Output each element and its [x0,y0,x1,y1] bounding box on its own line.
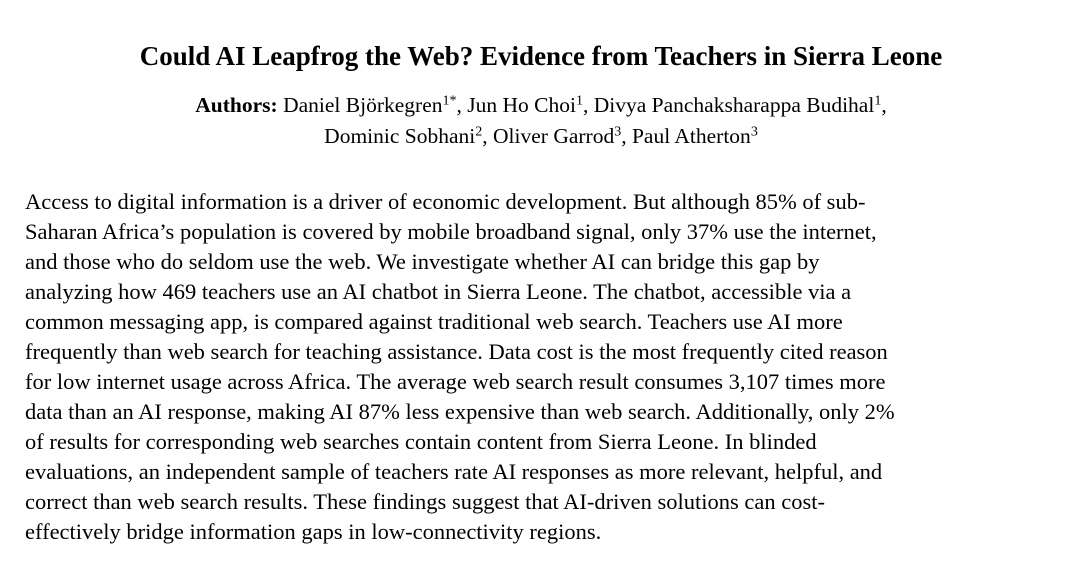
author-affiliation: 3 [750,124,758,140]
author-name: Divya Panchaksharappa Budihal [593,93,875,117]
author-name: Oliver Garrod [493,124,615,148]
author-affiliation: 3 [614,124,622,140]
author-affiliation: 2 [475,124,483,140]
author-separator: , [582,93,589,117]
abstract-line: Saharan Africa’s population is covered by mobile broadband signal, only 37% use the internet, [25,219,877,244]
abstract-line: Access to digital information is a driver of economic development. But although 85% of sub- [25,189,866,214]
abstract-line: effectively bridge information gaps in low-connectivity regions. [25,519,602,544]
author-affiliation: 1* [442,93,457,109]
author-line-1 [0,90,1082,121]
abstract-paragraph [25,187,1065,547]
authors-label: Authors: [195,93,278,117]
author-name: Daniel Björkegren [283,93,443,117]
abstract-line: for low internet usage across Africa. The average web search result consumes 3,107 times more [25,369,886,394]
abstract-line: of results for corresponding web searches contain content from Sierra Leone. In blinded [25,429,817,454]
abstract-line: analyzing how 469 teachers use an AI chatbot in Sierra Leone. The chatbot, accessible via a [25,279,852,304]
abstract-line: frequently than web search for teaching assistance. Data cost is the most frequently cited reason [25,339,888,364]
author-separator: , [881,93,887,117]
abstract-line: correct than web search results. These findings suggest that AI-driven solutions can cost- [25,489,826,514]
author-separator: , [621,124,627,148]
abstract-line: and those who do seldom use the web. We investigate whether AI can bridge this gap by [25,249,820,274]
paper-title: Could AI Leapfrog the Web? Evidence from Teachers in Sierra Leone [139,41,943,71]
author-affiliation: 1 [874,93,882,109]
author-name: Jun Ho Choi [467,93,576,117]
abstract-line: common messaging app, is compared against traditional web search. Teachers use AI more [25,309,843,334]
author-separator: , [456,93,462,117]
abstract-line: evaluations, an independent sample of teachers rate AI responses as more relevant, helpful, and [25,459,883,484]
abstract-line: data than an AI response, making AI 87% less expensive than web search. Additionally, only 2% [25,399,895,424]
author-block [0,90,1082,152]
author-name: Paul Atherton [631,124,751,148]
author-separator: , [482,124,488,148]
author-line-2 [0,121,1082,152]
author-affiliation: 1 [575,93,583,109]
author-name: Dominic Sobhani [324,124,476,148]
